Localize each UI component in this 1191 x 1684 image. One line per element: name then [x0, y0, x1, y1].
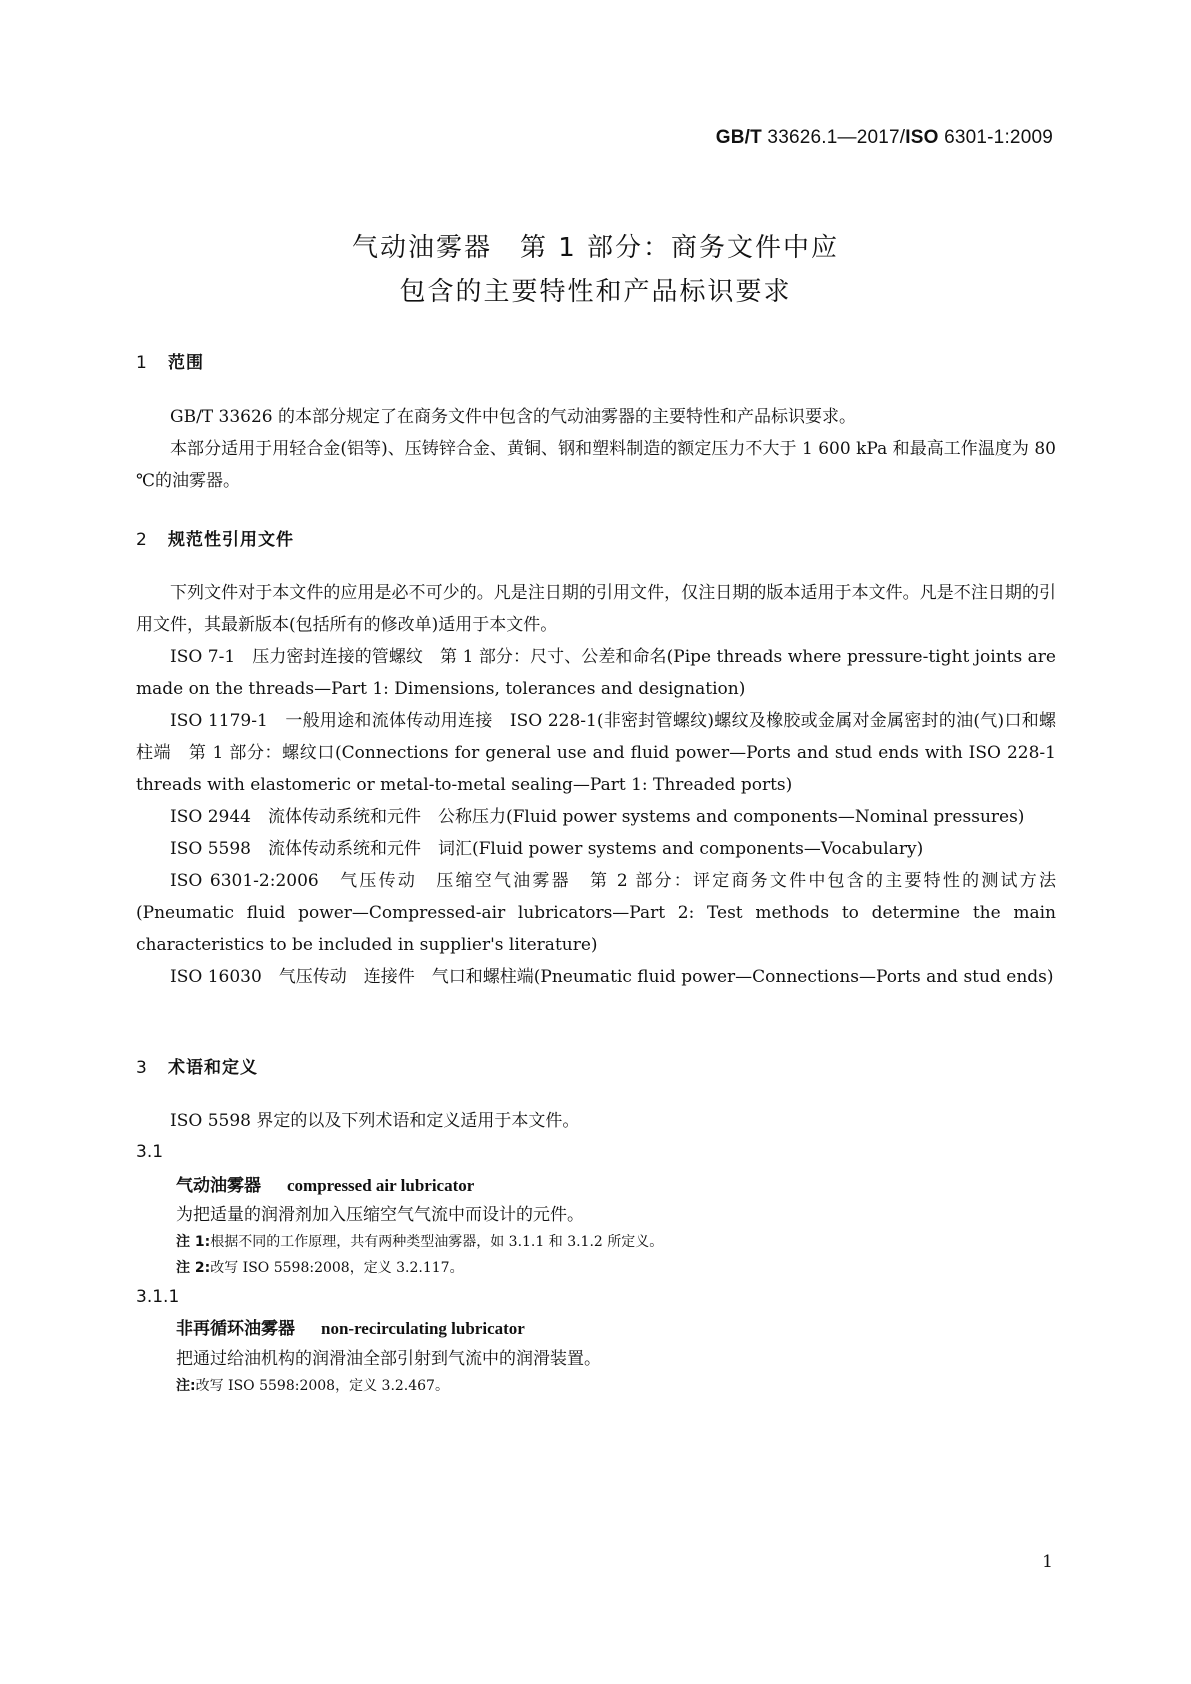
term-en: compressed air lubricator — [287, 1176, 475, 1195]
std-code: GB/T — [715, 127, 762, 148]
term-zh: 非再循环油雾器 — [176, 1319, 295, 1339]
section-1-heading — [136, 348, 204, 373]
section-title: 规范性引用文件 — [168, 530, 294, 550]
section-title: 范围 — [168, 353, 204, 373]
note-text: 根据不同的工作原理，共有两种类型油雾器，如 3.1.1 和 3.1.2 所定义。 — [210, 1234, 664, 1250]
section-1-body — [136, 401, 1056, 497]
note-label: 注 2: — [176, 1260, 211, 1276]
reference-item: ISO 5598 流体传动系统和元件 词汇(Fluid power systems and components—Vocabulary) — [170, 839, 924, 859]
iso-number: 6301-1:2009 — [938, 127, 1053, 148]
document-title-line-1: 气动油雾器 第 1 部分：商务文件中应 — [351, 233, 840, 263]
section-number: 2 — [136, 530, 148, 550]
paragraph: ISO 5598 界定的以及下列术语和定义适用于本文件。 — [170, 1111, 580, 1131]
note-label: 注 1: — [176, 1234, 211, 1250]
note-label: 注: — [176, 1378, 196, 1394]
term-note — [176, 1231, 663, 1251]
reference-item: ISO 1179-1 一般用途和流体传动用连接 ISO 228-1(非密封管螺纹)螺纹及橡胶或金属对金属密封的油(气)口和螺柱端 第 1 部分：螺纹口(Connections for general use and fluid power—Ports and stud ends with ISO 228-1 threads with elastomeric or metal-to-metal sealing—Part 1: Threaded ports) — [136, 711, 1056, 795]
section-3-intro — [136, 1105, 1056, 1137]
paragraph: 本部分适用于用轻合金(铝等)、压铸锌合金、黄铜、钢和塑料制造的额定压力不大于 1 600 kPa 和最高工作温度为 80 ℃的油雾器。 — [136, 439, 1056, 491]
page-number: 1 — [1042, 1552, 1053, 1572]
paragraph: GB/T 33626 的本部分规定了在商务文件中包含的气动油雾器的主要特性和产品标识要求。 — [170, 407, 857, 427]
term-note — [176, 1375, 449, 1395]
term-entry — [176, 1171, 474, 1196]
section-number: 3 — [136, 1058, 148, 1078]
term-number: 3.1.1 — [136, 1287, 180, 1307]
term-en: non-recirculating lubricator — [321, 1319, 525, 1338]
term-definition: 为把适量的润滑剂加入压缩空气气流中而设计的元件。 — [176, 1205, 584, 1225]
section-3-heading — [136, 1053, 258, 1078]
term-zh: 气动油雾器 — [176, 1176, 261, 1196]
standard-identifier — [716, 127, 1053, 149]
reference-item: ISO 16030 气压传动 连接件 气口和螺柱端(Pneumatic fluid power—Connections—Ports and stud ends) — [170, 967, 1054, 987]
section-title: 术语和定义 — [168, 1058, 258, 1078]
reference-item: ISO 6301-2:2006 气压传动 压缩空气油雾器 第 2 部分：评定商务文件中包含的主要特性的测试方法(Pneumatic fluid power—Compressed-air lubricators—Part 2: Test methods to determine the main characteristics to be included in supplier's literature) — [136, 871, 1056, 955]
note-text: 改写 ISO 5598:2008，定义 3.2.117。 — [210, 1260, 464, 1276]
term-number: 3.1 — [136, 1142, 164, 1162]
section-2-body — [136, 577, 1056, 993]
term-definition: 把通过给油机构的润滑油全部引射到气流中的润滑装置。 — [176, 1349, 601, 1369]
reference-item: ISO 7-1 压力密封连接的管螺纹 第 1 部分：尺寸、公差和命名(Pipe threads where pressure-tight joints are made on the threads—Part 1: Dimensions, tolerances and designation) — [136, 647, 1056, 699]
reference-item: ISO 2944 流体传动系统和元件 公称压力(Fluid power systems and components—Nominal pressures) — [170, 807, 1025, 827]
section-2-heading — [136, 525, 294, 550]
document-title-line-2: 包含的主要特性和产品标识要求 — [399, 277, 792, 307]
iso-code: ISO — [905, 127, 939, 148]
term-note — [176, 1257, 464, 1277]
paragraph: 下列文件对于本文件的应用是必不可少的。凡是注日期的引用文件，仅注日期的版本适用于本文件。凡是不注日期的引用文件，其最新版本(包括所有的修改单)适用于本文件。 — [136, 583, 1056, 635]
section-number: 1 — [136, 353, 148, 373]
std-number: 33626.1—2017/ — [761, 127, 906, 148]
term-entry — [176, 1314, 525, 1339]
note-text: 改写 ISO 5598:2008，定义 3.2.467。 — [195, 1378, 449, 1394]
